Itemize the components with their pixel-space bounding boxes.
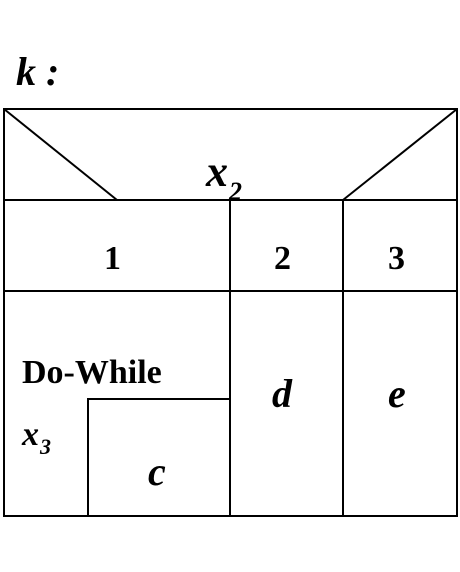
case-label-3: 3 bbox=[388, 240, 405, 277]
loop-condition-variable-subscript: 3 bbox=[40, 434, 51, 459]
diagram-title: k : bbox=[16, 49, 60, 94]
case-label-1: 1 bbox=[104, 240, 121, 277]
case-3-block-e: e bbox=[388, 371, 406, 416]
case-left-diagonal bbox=[4, 109, 117, 200]
loop-condition-variable-name: x bbox=[22, 416, 39, 453]
loop-body-block-c: c bbox=[148, 449, 166, 494]
case-selector-variable-name: x bbox=[206, 147, 228, 196]
do-while-loop-label: Do-While bbox=[22, 354, 162, 391]
case-label-2: 2 bbox=[274, 240, 291, 277]
loop-condition-variable bbox=[22, 416, 51, 459]
case-2-block-d: d bbox=[272, 371, 292, 416]
case-right-diagonal bbox=[343, 109, 457, 200]
case-selector-variable bbox=[206, 147, 242, 206]
case-selector-variable-subscript: 2 bbox=[229, 177, 242, 206]
